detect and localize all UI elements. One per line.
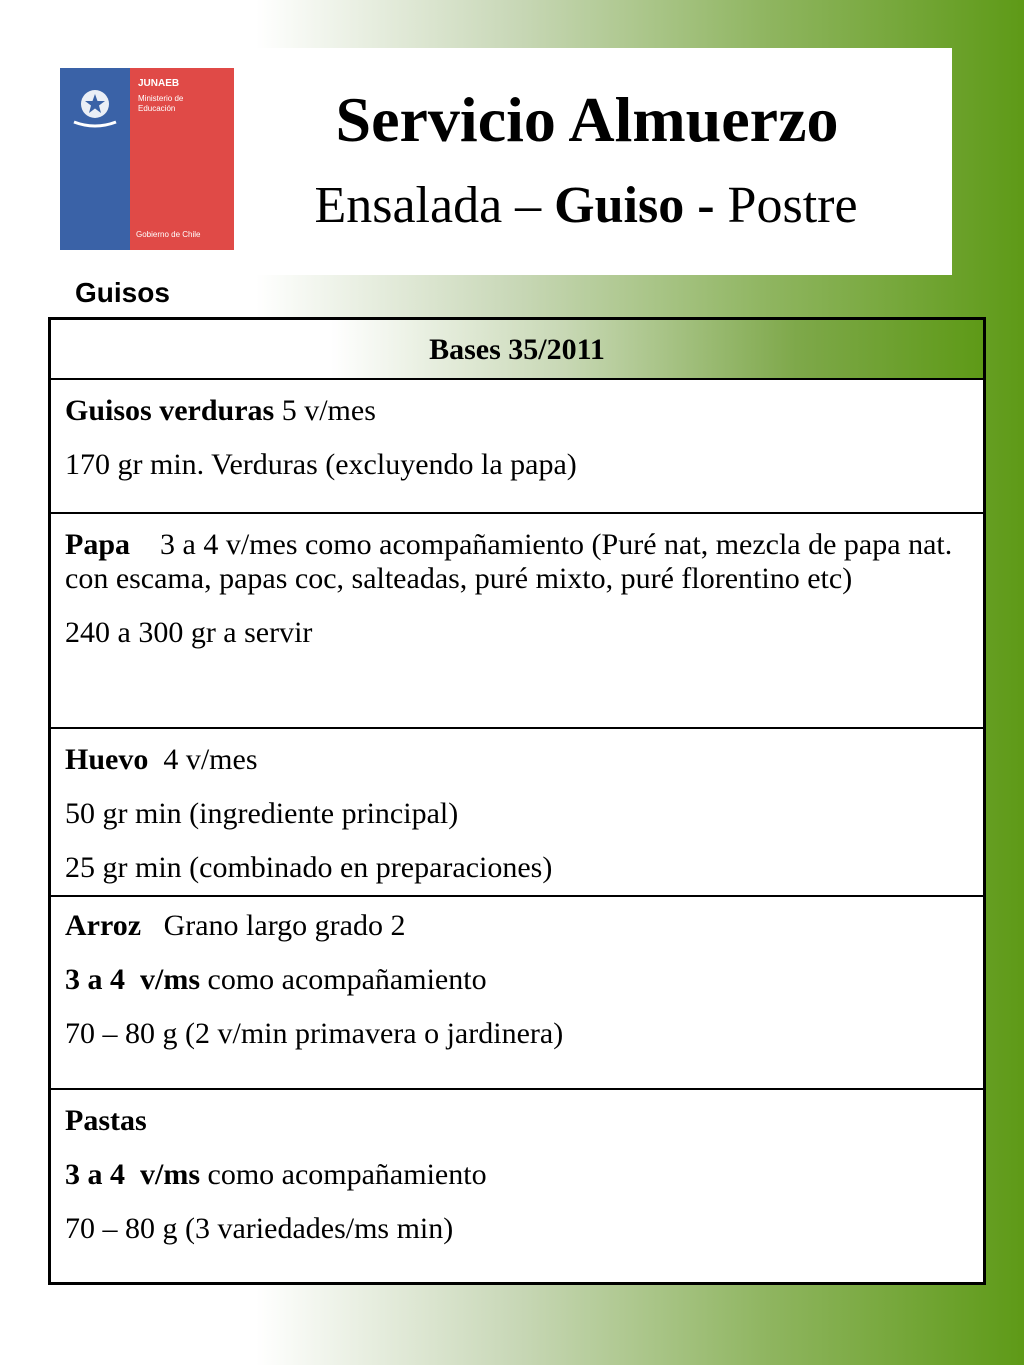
page-subtitle [256, 177, 916, 234]
row-frequency: 5 v/mes [274, 394, 376, 427]
row-detail: 70 – 80 g (3 variedades/ms min) [65, 1212, 454, 1245]
logo-junaeb-text: JUNAEB [138, 78, 180, 89]
section-label: Guisos [75, 277, 170, 308]
row-title: Pastas [65, 1104, 147, 1137]
chile-crest-icon [68, 82, 122, 132]
table-header: Bases 35/2011 [51, 320, 983, 380]
requirements-table [48, 317, 986, 1285]
row-frequency: Grano largo grado 2 [141, 909, 406, 942]
table-row-huevo [51, 729, 983, 897]
row-detail: 170 gr min. Verduras (excluyendo la papa) [65, 448, 577, 481]
subtitle-part-1: Ensalada – [314, 177, 555, 234]
row-frequency-bold: 3 a 4 v/ms [65, 1158, 200, 1191]
row-detail: 50 gr min (ingrediente principal) [65, 797, 459, 830]
table-row-guisos-verduras [51, 380, 983, 514]
row-frequency-bold: 3 a 4 v/ms [65, 963, 200, 996]
table-row-arroz [51, 897, 983, 1090]
logo-ministry-text: Ministerio de Educación [138, 94, 184, 113]
junaeb-logo [60, 68, 234, 250]
row-title: Huevo [65, 743, 149, 776]
page-title: Servicio Almuerzo [335, 84, 839, 155]
row-detail: 70 – 80 g (2 v/min primavera o jardinera) [65, 1017, 564, 1050]
row-title: Guisos verduras [65, 394, 275, 427]
logo-government-text: Gobierno de Chile [136, 230, 201, 239]
subtitle-part-2: Guiso - [554, 177, 715, 234]
table-row-papa [51, 514, 983, 729]
subtitle-part-3: Postre [714, 177, 858, 234]
row-detail: 240 a 300 gr a servir [65, 616, 313, 649]
row-title: Arroz [65, 909, 142, 942]
row-detail: como acompañamiento [200, 963, 487, 996]
row-detail: 25 gr min (combinado en preparaciones) [65, 851, 553, 884]
row-detail: como acompañamiento [200, 1158, 487, 1191]
row-frequency: 3 a 4 v/mes como acompañamiento (Puré nat, mezcla de papa nat. con escama, papas coc, salteadas, puré mixto, puré florentino etc) [65, 528, 960, 595]
row-title: Papa [65, 528, 131, 561]
row-frequency: 4 v/mes [148, 743, 258, 776]
table-row-pastas [51, 1090, 983, 1282]
